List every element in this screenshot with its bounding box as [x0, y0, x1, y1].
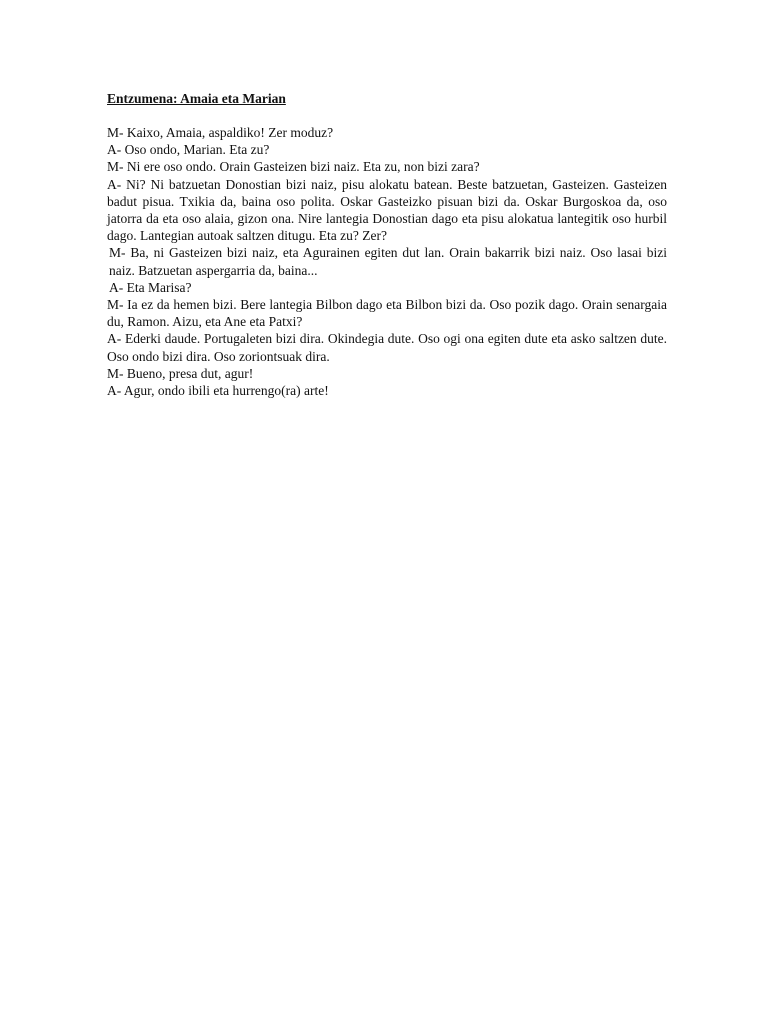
dialogue-line-6: A- Eta Marisa? [109, 279, 192, 295]
dialogue-line-8: A- Ederki daude. Portugaleten bizi dira. Okindegia dute. Oso ogi ona egiten dute eta asko saltzen dute. Oso ondo bizi dira. Oso zoriontsuak dira. [107, 331, 667, 364]
dialogue-line-5: M- Ba, ni Gasteizen bizi naiz, eta Agurainen egiten dut lan. Orain bakarrik bizi naiz. Oso lasai bizi naiz. Batzuetan aspergarria da, baina... [109, 245, 667, 278]
dialogue-line-10: A- Agur, ondo ibili eta hurrengo(ra) arte! [107, 383, 329, 399]
dialogue-line-2: A- Oso ondo, Marian. Eta zu? [107, 142, 270, 158]
dialogue-line-3: M- Ni ere oso ondo. Orain Gasteizen bizi naiz. Eta zu, non bizi zara? [107, 159, 480, 175]
dialogue-line-7: M- Ia ez da hemen bizi. Bere lantegia Bilbon dago eta Bilbon bizi da. Oso pozik dago. Orain senargaia du, Ramon. Aizu, eta Ane eta Patxi? [107, 297, 667, 330]
dialogue-line-4: A- Ni? Ni batzuetan Donostian bizi naiz, pisu alokatu batean. Beste batzuetan, Gasteizen. Gasteizen badut pisua. Txikia da, baina oso polita. Oskar Gasteizko pisuan bizi da. Oskar Burgoskoa da, oso jatorra da eta oso alaia, gizon ona. Nire lantegia Donostian dago eta pisu alokatua lantegitik oso hurbil dago. Lantegian autoak saltzen ditugu. Eta zu? Zer? [107, 176, 667, 244]
dialogue-line-9: M- Bueno, presa dut, agur! [107, 365, 254, 381]
document-title: Entzumena: Amaia eta Marian [107, 91, 286, 106]
document-page [107, 90, 667, 399]
dialogue-line-1: M- Kaixo, Amaia, aspaldiko! Zer moduz? [107, 125, 334, 140]
